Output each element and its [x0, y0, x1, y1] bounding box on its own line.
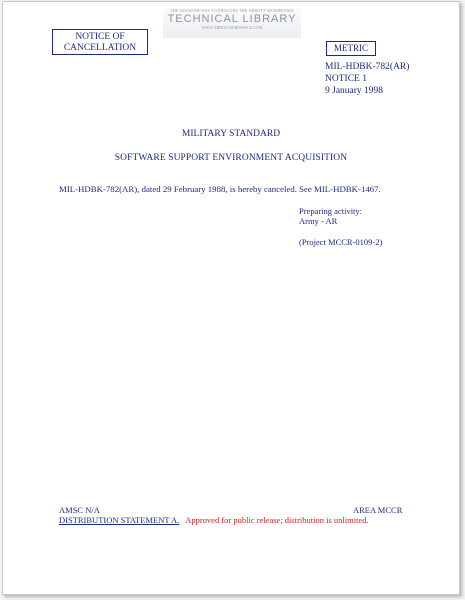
- preparing-value: Army - AR: [299, 216, 338, 226]
- notice-number: NOTICE 1: [325, 74, 367, 84]
- metric-label: METRIC: [333, 43, 368, 53]
- technical-library-logo: [163, 8, 301, 38]
- notice-of-cancellation-box: [52, 29, 148, 55]
- area-code: AREA MCCR: [353, 505, 403, 515]
- preparing-label: Preparing activity:: [299, 206, 363, 216]
- amsc-code: AMSC N/A: [59, 505, 100, 515]
- distribution-label: DISTRIBUTION STATEMENT A.: [59, 515, 180, 525]
- logo-url: WWW.ABBOTTAEROSPACE.COM: [201, 25, 263, 30]
- distribution-statement: [59, 515, 369, 526]
- document-page: [2, 1, 460, 595]
- notice-box-line-1: NOTICE OF: [75, 32, 125, 42]
- document-identifier: [325, 61, 409, 97]
- document-title: MILITARY STANDARD: [181, 129, 281, 139]
- preparing-activity: [299, 206, 362, 226]
- logo-tagline: THE SMARTER WAY TO PROCURE THE ABBOTT HANDBOOKS: [170, 8, 294, 13]
- project-number: (Project MCCR-0109-2): [299, 237, 383, 247]
- doc-id: MIL-HDBK-782(AR): [325, 62, 410, 72]
- cancellation-statement: MIL-HDBK-782(AR), dated 29 February 1988, is hereby canceled. See MIL-HDBK-1467.: [59, 184, 381, 194]
- notice-date: 9 January 1998: [325, 86, 384, 96]
- logo-title: TECHNICAL LIBRARY: [167, 13, 297, 25]
- metric-box: [326, 41, 376, 56]
- distribution-text: Approved for public release; distribution is unlimited.: [185, 515, 369, 525]
- document-subtitle: SOFTWARE SUPPORT ENVIRONMENT ACQUISITION: [114, 153, 348, 163]
- notice-box-line-2: CANCELLATION: [63, 43, 137, 53]
